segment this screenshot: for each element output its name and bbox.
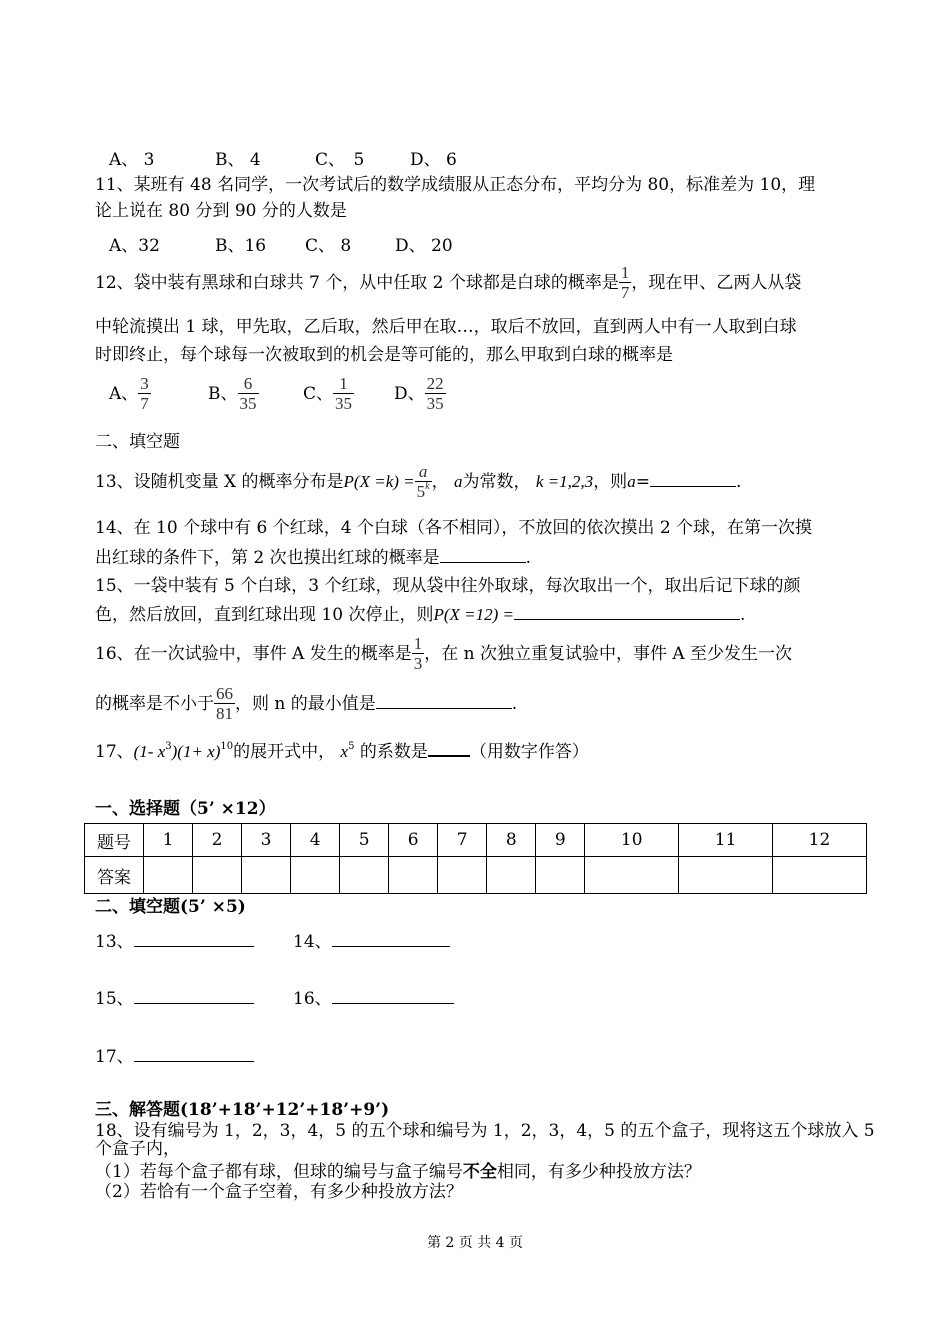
q16-answer-blank[interactable]: [376, 692, 512, 709]
answer-table-number-9: 9: [536, 824, 585, 857]
fill-13: [95, 927, 254, 952]
q15-answer-blank[interactable]: [514, 603, 740, 620]
q15-formula: P(X =12) =: [433, 605, 514, 624]
q12-option-c-label: C、: [303, 384, 334, 404]
q17-exp-a: 3: [165, 741, 172, 752]
q16-end: .: [511, 694, 518, 714]
q13-fraction: [415, 463, 432, 502]
q12-line2: 中轮流摸出 1 球，甲先取，乙后取，然后甲在取…，取后不放回，直到两人中有一人取到白球: [95, 317, 797, 337]
answer-cell-9[interactable]: [536, 857, 585, 894]
q16-line2-pre: 的概率是不小于: [95, 694, 214, 714]
q12-option-d-den: 35: [426, 394, 444, 413]
answer-table-number-7: 7: [438, 824, 487, 857]
q12-option-b-frac: [238, 375, 259, 414]
q16-fraction: [412, 635, 425, 674]
fill-16: [293, 984, 454, 1009]
answer-cell-12[interactable]: [773, 857, 867, 894]
section3-title: 三、解答题(18’+18’+12’+18’+9’): [95, 1100, 390, 1120]
answer-table-number-12: 12: [773, 824, 867, 857]
answer-section2-title: 二、填空题(5’ ×5): [95, 897, 246, 917]
fill-15-label: 15、: [95, 989, 134, 1009]
q13-frac-num: a: [415, 463, 432, 482]
answer-cell-6[interactable]: [389, 857, 438, 894]
q12-fraction: [619, 264, 632, 303]
q12-option-b-den: 35: [239, 394, 257, 413]
answer-cell-11[interactable]: [679, 857, 773, 894]
q10-option-d: D、 6: [410, 150, 457, 170]
q17-x5-exp: 5: [348, 741, 355, 752]
q18-sub2: （2）若恰有一个盒子空着，有多少种投放方法？: [95, 1182, 463, 1202]
q16-frac2-num: 66: [216, 684, 233, 703]
q12-frac-num: 1: [620, 263, 630, 282]
q17-answer-blank[interactable]: [428, 739, 470, 757]
q12-option-b: [208, 375, 259, 414]
q12-line1-tail: ，现在甲、乙两人从袋: [631, 273, 802, 293]
q13-end: .: [735, 472, 742, 492]
answer-cell-7[interactable]: [438, 857, 487, 894]
q13-frac-den: 5: [416, 482, 426, 501]
fill-15: [95, 984, 254, 1009]
answer-table-number-5: 5: [340, 824, 389, 857]
q12-option-d-frac: [425, 375, 446, 414]
q16-fraction2: [214, 685, 235, 724]
q13-tail: ，则: [593, 472, 628, 492]
q17-line: [95, 739, 589, 762]
q13-formula-lhs: P(X =k) =: [343, 472, 415, 491]
q14-line1: 14、在 10 个球中有 6 个红球，4 个白球（各不相同），不放回的依次摸出 2 个球，在第一次摸: [95, 518, 813, 538]
q12-frac-den: 7: [620, 283, 630, 302]
q16-line1-text: 16、在一次试验中，事件 A 发生的概率是: [95, 644, 412, 664]
q17-exp-b: 10: [220, 741, 234, 752]
q13-eq: =: [635, 472, 650, 492]
q13-line: [95, 460, 741, 504]
answer-table-row1-label: 题号: [85, 824, 144, 857]
q17-formula-b: )(1+ x): [171, 742, 221, 761]
answer-table-number-10: 10: [585, 824, 679, 857]
q14-line2: [95, 546, 531, 568]
answer-table-number-3: 3: [242, 824, 291, 857]
q16-line1: [95, 634, 792, 674]
q12-option-b-num: 6: [238, 375, 259, 394]
answer-table: [84, 823, 867, 894]
fill-13-blank[interactable]: [134, 930, 254, 947]
answer-section1-title: 一、选择题（5’ ×12）: [95, 799, 276, 819]
q12-line1: [95, 263, 801, 303]
q12-option-a-label: A、: [109, 384, 139, 404]
fill-17-label: 17、: [95, 1047, 134, 1067]
fill-17-blank[interactable]: [134, 1045, 254, 1062]
q15-line1: 15、一袋中装有 5 个白球，3 个红球，现从袋中往外取球，每次取出一个，取出后记下球的颜: [95, 576, 801, 596]
q11-option-b: B、16: [215, 236, 267, 256]
q12-option-c-num: 1: [333, 375, 354, 394]
answer-table-number-1: 1: [144, 824, 193, 857]
fill-16-label: 16、: [293, 989, 332, 1009]
q13-const-text: 为常数，: [462, 472, 531, 492]
fill-14-label: 14、: [293, 932, 332, 952]
q16-line2: [95, 684, 517, 724]
fill-13-label: 13、: [95, 932, 134, 952]
q10-option-c: C、 5: [315, 150, 365, 170]
q12-option-a-num: 3: [140, 374, 149, 393]
q11-option-a: A、32: [109, 236, 160, 256]
q13-k-text: k =1,2,3: [535, 472, 594, 491]
q12-option-a-frac: [138, 375, 151, 414]
q13-frac-den-exp: k: [425, 481, 430, 492]
answer-table-row2-label: 答案: [85, 857, 144, 894]
answer-table-answer-row: [85, 857, 867, 894]
q16-frac2-den: 81: [216, 704, 233, 723]
q12-option-c: [303, 375, 354, 414]
q12-line3: 时即终止，每个球每一次被取到的机会是等可能的，那么甲取到白球的概率是: [95, 345, 673, 365]
q14-answer-blank[interactable]: [440, 546, 526, 563]
q10-option-a: A、 3: [109, 150, 155, 170]
q12-option-d-label: D、: [394, 384, 425, 404]
q14-end: .: [525, 548, 532, 568]
answer-cell-1[interactable]: [144, 857, 193, 894]
q18-line2: 个盒子内，: [95, 1139, 180, 1159]
fill-14-blank[interactable]: [332, 930, 450, 947]
q12-option-c-den: 35: [335, 394, 353, 413]
q12-line1-text: 12、袋中装有黑球和白球共 7 个，从中任取 2 个球都是白球的概率是: [95, 273, 619, 293]
q13-answer-blank[interactable]: [650, 470, 736, 487]
q15-line2-text: 色，然后放回，直到红球出现 10 次停止，则: [95, 605, 434, 625]
fill-15-blank[interactable]: [134, 987, 254, 1004]
answer-cell-10[interactable]: [585, 857, 679, 894]
q13-middle: ，: [431, 472, 449, 492]
q16-frac-num: 1: [413, 634, 423, 653]
q10-option-b: B、 4: [215, 150, 261, 170]
q18-sub1-post: 相同，有多少种投放方法？: [496, 1162, 701, 1182]
q11-line2: 论上说在 80 分到 90 分的人数是: [95, 201, 347, 221]
q13-prefix: 13、设随机变量 X 的概率分布是: [95, 472, 344, 492]
q15-end: .: [740, 605, 746, 625]
answer-cell-2[interactable]: [193, 857, 242, 894]
q17-formula-a: (1- x: [133, 742, 166, 761]
q18-sub1: [95, 1162, 701, 1182]
q17-note: （用数字作答）: [469, 742, 589, 762]
q17-x5-base: x: [340, 742, 349, 761]
q11-option-c: C、 8: [305, 236, 352, 256]
answer-cell-8[interactable]: [487, 857, 536, 894]
q16-frac-den: 3: [413, 654, 423, 673]
q15-line2: [95, 603, 745, 625]
answer-cell-5[interactable]: [340, 857, 389, 894]
section2-title: 二、填空题: [95, 432, 180, 452]
answer-table-number-2: 2: [193, 824, 242, 857]
q11-option-d: D、 20: [395, 236, 453, 256]
q12-option-c-frac: [333, 375, 354, 414]
fill-14: [293, 927, 450, 952]
answer-table-number-11: 11: [679, 824, 773, 857]
q12-option-a: [109, 375, 151, 414]
q12-option-b-label: B、: [208, 384, 238, 404]
page-footer: 第 2 页 共 4 页: [426, 1235, 524, 1251]
q16-line2-tail: ，则 n 的最小值是: [235, 694, 376, 714]
q18-sub1-pre: （1）若每个盒子都有球，但球的编号与盒子编号: [95, 1162, 463, 1182]
answer-table-number-4: 4: [291, 824, 340, 857]
q17-prefix: 17、: [95, 742, 134, 762]
q13-a-var: a: [454, 472, 463, 491]
q11-line1: 11、某班有 48 名同学，一次考试后的数学成绩服从正态分布，平均分为 80，标准差为 10，理: [95, 175, 816, 195]
fill-16-blank[interactable]: [332, 987, 454, 1004]
q17-mid: 的展开式中，: [233, 742, 336, 762]
answer-cell-3[interactable]: [242, 857, 291, 894]
q13-a-eq: a: [627, 472, 636, 491]
q18-line1: 18、设有编号为 1，2，3，4，5 的五个球和编号为 1，2，3，4，5 的五个盒子，现将这五个球放入 5: [95, 1121, 875, 1141]
q12-option-d: [394, 375, 446, 414]
q17-tail: 的系数是: [359, 742, 428, 762]
q12-option-d-num: 22: [426, 374, 444, 393]
answer-table-number-6: 6: [389, 824, 438, 857]
q14-line2-text: 出红球的条件下，第 2 次也摸出红球的概率是: [95, 548, 440, 568]
q12-option-a-den: 7: [140, 394, 149, 413]
q18-sub1-bold: 不全: [462, 1162, 497, 1182]
answer-cell-4[interactable]: [291, 857, 340, 894]
answer-table-number-row: [85, 824, 867, 857]
q16-line1-tail: ，在 n 次独立重复试验中，事件 A 至少发生一次: [424, 644, 793, 664]
answer-table-number-8: 8: [487, 824, 536, 857]
fill-17: [95, 1042, 254, 1067]
